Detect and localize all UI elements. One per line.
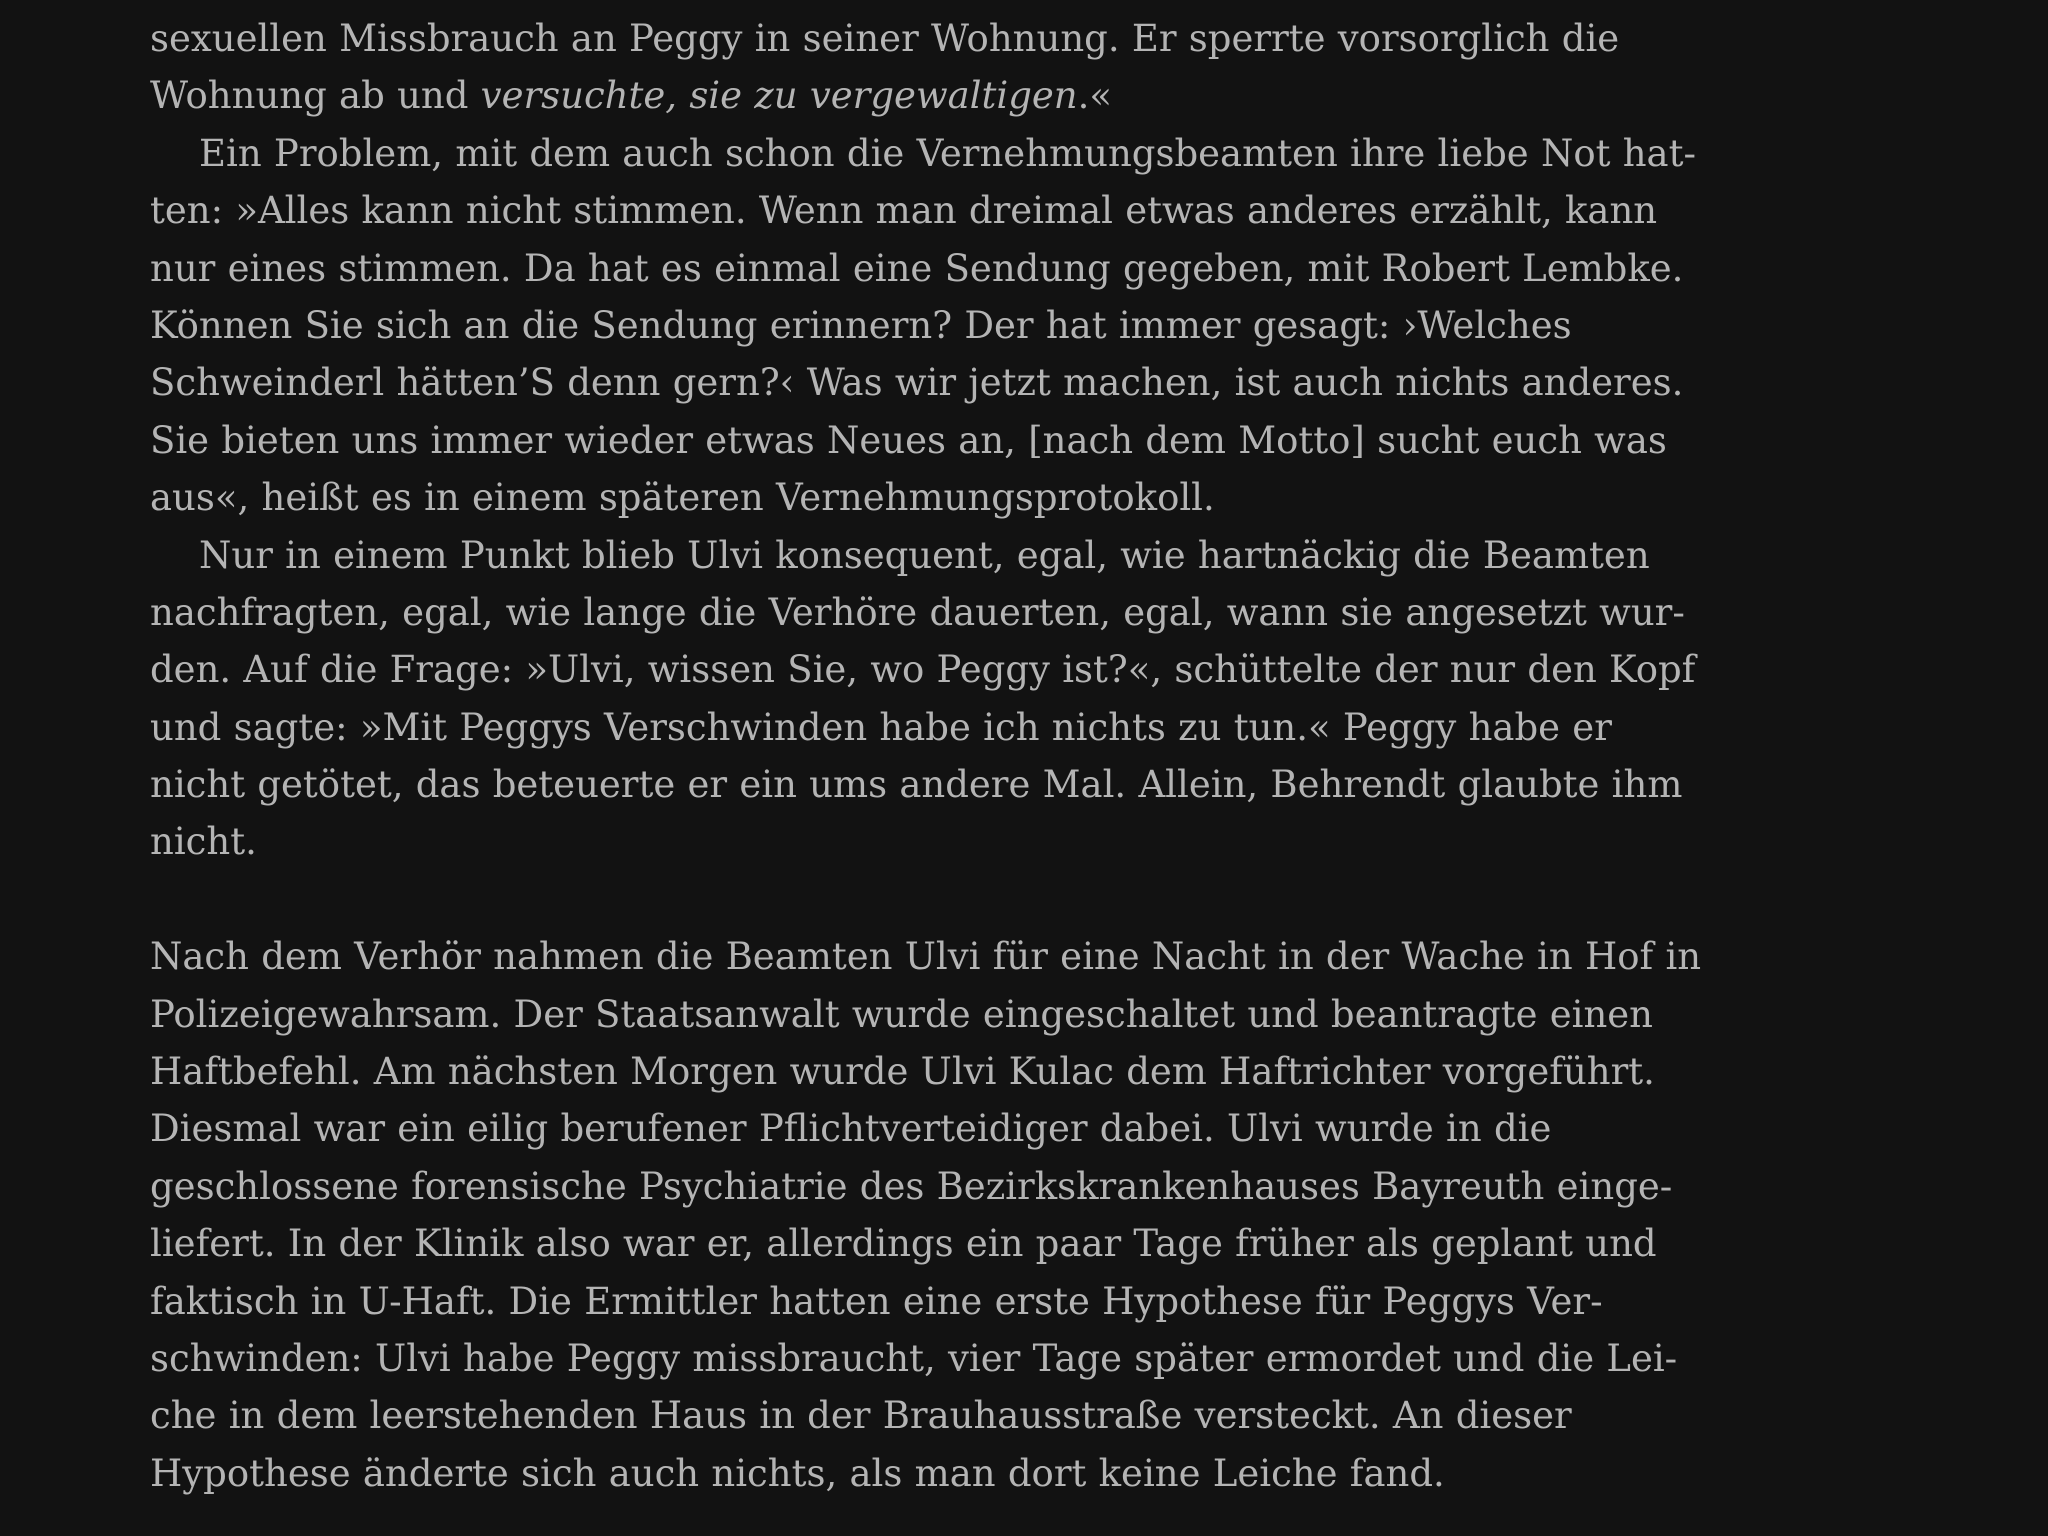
text-line: Können Sie sich an die Sendung erinnern? Der hat immer gesagt: ›Welches: [150, 303, 1572, 347]
text-line: sexuellen Missbrauch an Peggy in seiner Wohnung. Er sperrte vorsorglich die: [150, 17, 1620, 60]
text-line: geschlossene forensische Psychiatrie des Bezirkskrankenhauses Bayreuth einge-: [150, 1164, 1673, 1208]
text-line: ten: »Alles kann nicht stimmen. Wenn man dreimal etwas anderes erzählt, kann: [150, 189, 1658, 233]
text-line: schwinden: Ulvi habe Peggy missbraucht, vier Tage später ermordet und die Lei-: [150, 1336, 1678, 1380]
text-line: und sagte: »Mit Peggys Verschwinden habe ich nichts zu tun.« Peggy habe er: [150, 705, 1612, 749]
text-line: [150, 67, 1800, 124]
text-line: Polizeigewahrsam. Der Staatsanwalt wurde eingeschaltet und beantragte einen: [150, 992, 1654, 1036]
text-line: Schweinderl hätten’S denn gern?‹ Was wir jetzt machen, ist auch nichts anderes.: [150, 361, 1684, 405]
text-line: nur eines stimmen. Da hat es einmal eine Sendung gegeben, mit Robert Lembke.: [150, 246, 1684, 290]
text-segment: Wohnung ab und: [150, 74, 481, 118]
text-line: Nur in einem Punkt blieb Ulvi konsequent, egal, wie hartnäckig die Beamten: [199, 533, 1650, 577]
text-line: nicht getötet, das beteuerte er ein ums andere Mal. Allein, Behrendt glaubte ihm: [150, 763, 1683, 807]
text-line: den. Auf die Frage: »Ulvi, wissen Sie, wo Peggy ist?«, schüttelte der nur den Kopf: [150, 648, 1696, 692]
text-line: nachfragten, egal, wie lange die Verhöre dauerten, egal, wann sie angesetzt wur-: [150, 590, 1685, 634]
text-line: che in dem leerstehenden Haus in der Brauhausstraße versteckt. An dieser: [150, 1394, 1572, 1438]
text-line: aus«, heißt es in einem späteren Vernehmungsprotokoll.: [150, 476, 1215, 520]
text-line: Sie bieten uns immer wieder etwas Neues an, [nach dem Motto] sucht euch was: [150, 418, 1667, 462]
italic-text: versuchte, sie zu vergewaltigen: [480, 74, 1078, 118]
text-segment: .«: [1077, 74, 1113, 118]
text-line: Diesmal war ein eilig berufener Pflichtverteidiger dabei. Ulvi wurde in die: [150, 1107, 1552, 1151]
text-line: nicht.: [150, 820, 257, 864]
text-line: Haftbefehl. Am nächsten Morgen wurde Ulvi Kulac dem Haftrichter vorgeführt.: [150, 1050, 1655, 1094]
page-text: [150, 0, 1800, 1502]
text-line: liefert. In der Klinik also war er, allerdings ein paar Tage früher als geplant und: [150, 1222, 1657, 1266]
text-line: faktisch in U-Haft. Die Ermittler hatten eine erste Hypothese für Peggys Ver-: [150, 1279, 1603, 1323]
text-line: Ein Problem, mit dem auch schon die Vernehmungsbeamten ihre liebe Not hat-: [199, 131, 1696, 175]
text-line: Hypothese änderte sich auch nichts, als man dort keine Leiche fand.: [150, 1451, 1445, 1495]
section-break: [150, 871, 1800, 928]
text-line: Nach dem Verhör nahmen die Beamten Ulvi für eine Nacht in der Wache in Hof in: [150, 935, 1702, 979]
